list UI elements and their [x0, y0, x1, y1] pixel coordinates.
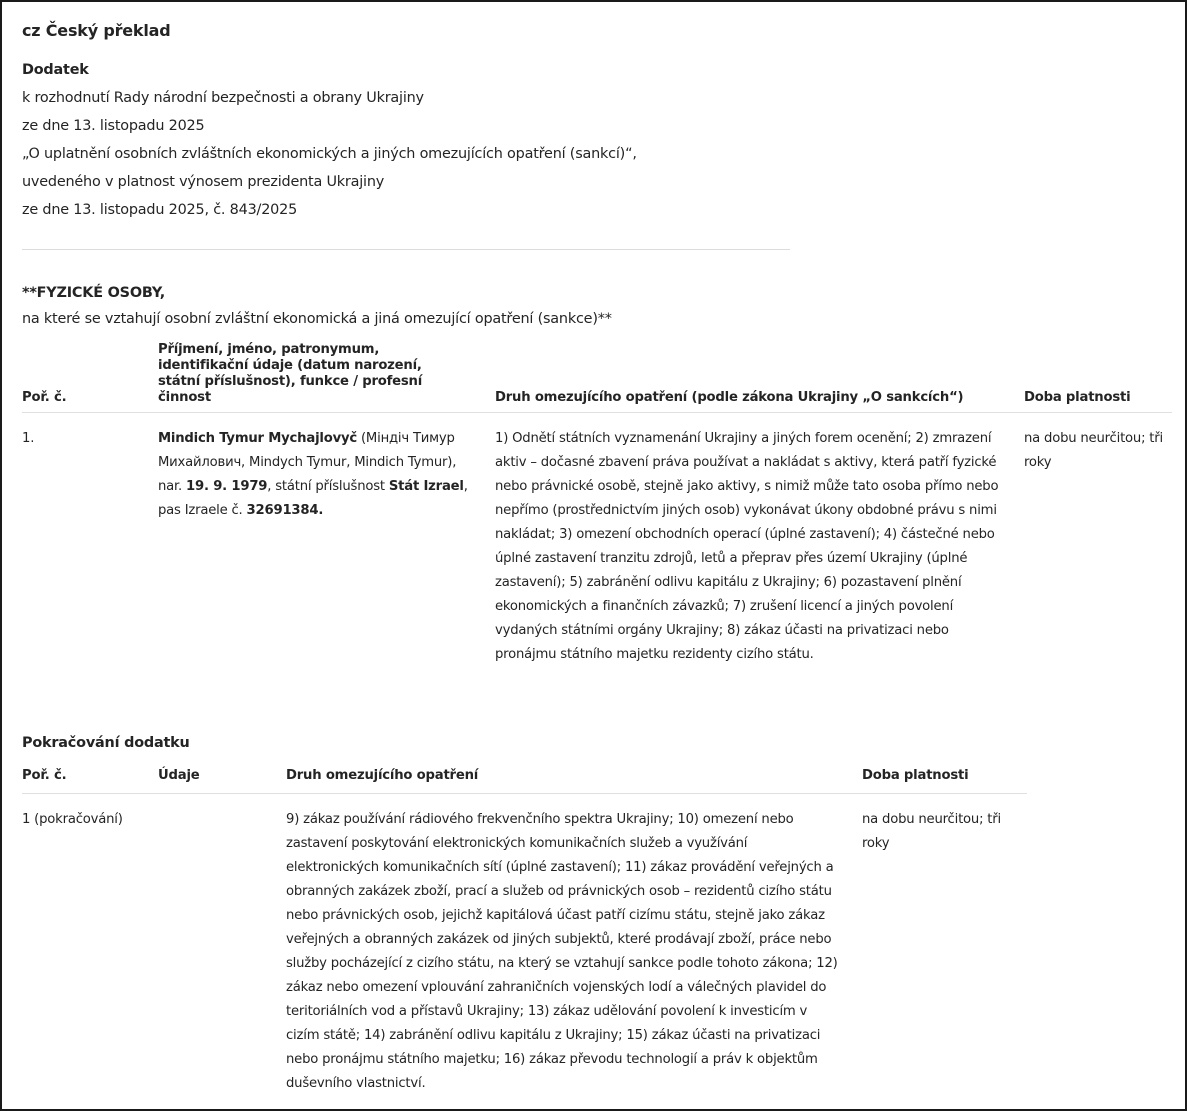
intro-line: „O uplatnění osobních zvláštních ekonomických a jiných omezujících opatření (sankcí)“, [22, 146, 637, 162]
table-header-row [22, 768, 1027, 794]
section-subheading: na které se vztahují osobní zvláštní ekonomická a jiná omezující opatření (sankce)** [22, 311, 612, 327]
person-aliases: (Міндіч Тимур Михайлович, Mindych Tymur, Mindich Tymur), [158, 431, 457, 470]
intro-line: k rozhodnutí Rady národní bezpečnosti a obrany Ukrajiny [22, 90, 424, 106]
birth-date: 19. 9. 1979 [186, 479, 268, 494]
intro-line: ze dne 13. listopadu 2025, č. 843/2025 [22, 202, 298, 218]
person-end: . [318, 503, 324, 518]
row-number: 1 (pokračování) [22, 812, 123, 827]
row-details [158, 794, 286, 1097]
citizenship-label: , státní příslušnost [267, 479, 389, 494]
passport-label: , pas Izraele č. [158, 479, 468, 518]
column-header-details: Údaje [158, 768, 200, 783]
passport-number: 32691384 [246, 503, 319, 518]
table-row [22, 413, 1172, 668]
validity: na dobu neurčitou; tři roky [862, 812, 1001, 851]
column-header-validity: Doba platnosti [1024, 390, 1131, 405]
section-heading-block [22, 280, 612, 332]
continuation-table [22, 768, 1027, 1096]
sanctions-table [22, 342, 1172, 667]
intro-line: ze dne 13. listopadu 2025 [22, 118, 205, 134]
intro-block [22, 56, 637, 224]
citizenship: Stát Izrael [388, 479, 464, 494]
column-header-person: Příjmení, jméno, patronymum, identifikační údaje (datum narození, státní příslušnost), funkce / profesní činnost [158, 342, 423, 405]
validity: na dobu neurčitou; tři roky [1024, 431, 1163, 470]
table-header-row [22, 342, 1172, 413]
section-heading: **FYZICKÉ OSOBY, [22, 285, 165, 301]
document-title: cz Český překlad [22, 21, 171, 40]
divider [22, 249, 790, 250]
column-header-validity: Doba platnosti [862, 768, 969, 783]
birth-label: nar. [158, 479, 187, 494]
person-name: Mindich Tymur Mychajlovyč [158, 431, 357, 446]
column-header-number: Poř. č. [22, 390, 67, 405]
column-header-measures: Druh omezujícího opatření [286, 768, 479, 783]
table-row [22, 794, 1027, 1097]
intro-heading: Dodatek [22, 62, 89, 78]
measures: 1) Odnětí státních vyznamenání Ukrajiny a jiných forem ocenění; 2) zmrazení aktiv – dočasné zbavení práva používat a nakládat s aktivy, která patří fyzické nebo právnické osobě, stejně jako aktivy, s nimiž může tato osoba přímo nebo nepřímo (prostřednictvím jiných osob) vykonávat úkony obdobné právu s nimi nakládat; 3) omezení obchodních operací (úplné zastavení); 4) částečné nebo úplné zastavení tranzitu zdrojů, letů a přeprav přes území Ukrajiny (úplné zastavení); 5) zabránění odlivu kapitálu z Ukrajiny; 6) pozastavení plnění ekonomických a finančních závazků; 7) zrušení licencí a jiných povolení vydaných státními orgány Ukrajiny; 8) zákaz účasti na privatizaci nebo pronájmu státního majetku rezidenty cizího státu. [495, 431, 999, 662]
measures: 9) zákaz používání rádiového frekvenčního spektra Ukrajiny; 10) omezení nebo zastavení poskytování elektronických komunikačních služeb a využívání elektronických komunikačních sítí (úplné zastavení); 11) zákaz provádění veřejných a obranných zakázek zboží, prací a služeb od právnických osob – rezidentů cizího státu nebo právnických osob, jejichž kapitálová účast patří cizímu státu, stejně jako zákaz veřejných a obranných zakázek od jiných subjektů, které prodávají zboží, práce nebo služby pocházející z cizího státu, na který se vztahují sankce podle tohoto zákona; 12) zákaz nebo omezení vplouvání zahraničních vojenských lodí a válečných plavidel do teritoriálních vod a přístavů Ukrajiny; 13) zákaz udělování povolení k investicím v cizím státě; 14) zabránění odlivu kapitálu z Ukrajiny; 15) zákaz účasti na privatizaci nebo pronájmu státního majetku; 16) zákaz převodu technologií a práv k objektům duševního vlastnictví. [286, 812, 838, 1091]
continuation-heading: Pokračování dodatku [22, 735, 190, 751]
row-number: 1. [22, 431, 35, 446]
intro-line: uvedeného v platnost výnosem prezidenta Ukrajiny [22, 174, 385, 190]
person-details [158, 413, 495, 668]
column-header-measures: Druh omezujícího opatření (podle zákona Ukrajiny „O sankcích“) [495, 390, 964, 405]
column-header-number: Poř. č. [22, 768, 67, 783]
